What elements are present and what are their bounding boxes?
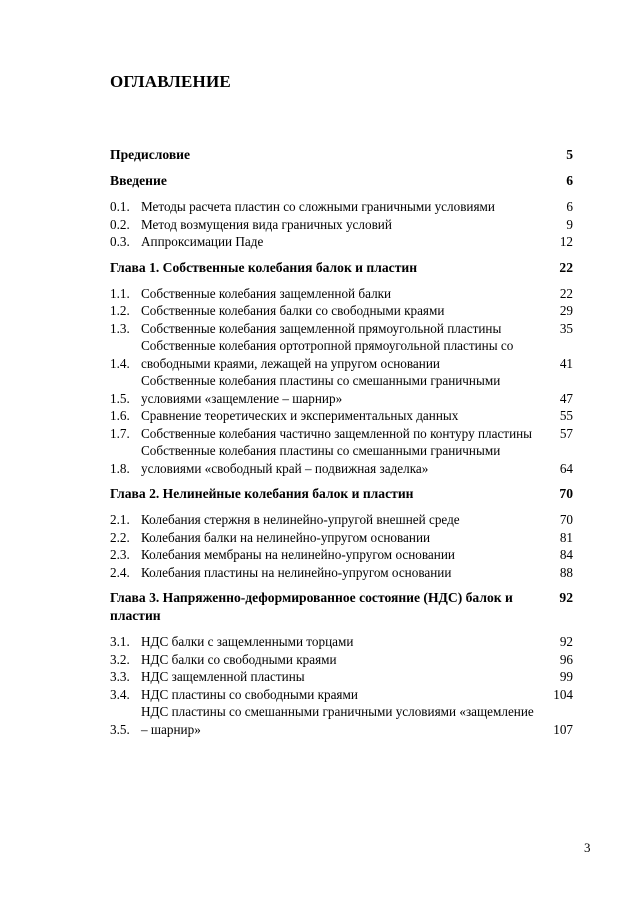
toc-section-entry [110, 442, 573, 477]
toc-entry-title: Введение [110, 173, 167, 188]
toc-entry-title: НДС защемленной пластины [141, 669, 305, 684]
toc-section-entry [110, 320, 573, 338]
toc-entry-title: Собственные колебания защемленной балки [141, 285, 392, 301]
toc-page-number: 6 [566, 173, 573, 188]
toc-section-entry [110, 337, 573, 372]
toc-section-number: 1.1. [110, 285, 130, 301]
toc-section-number: 3.1. [110, 634, 130, 649]
toc-section-number: 2.3. [110, 547, 130, 562]
toc-page-number: 35 [559, 320, 573, 336]
toc-page-number: 88 [559, 564, 573, 580]
toc-page-number: 29 [559, 303, 573, 318]
toc-entry-title: НДС пластины со смешанными граничными условиями «защемление – шарнир» [141, 704, 534, 737]
toc-section-entry [110, 216, 573, 234]
toc-page-number: 6 [566, 199, 573, 214]
toc-section-number: 1.8. [110, 460, 130, 476]
toc-page-number: 22 [559, 285, 573, 301]
toc-entry-title: НДС пластины со свободными краями [141, 686, 358, 702]
toc-chapter-entry [110, 146, 573, 164]
toc-page-number: 70 [559, 486, 573, 501]
toc-section-number: 2.1. [110, 512, 130, 527]
toc-entry-title: Собственные колебания частично защемленной по контуру пластины [141, 425, 533, 441]
toc-section-entry [110, 511, 573, 529]
toc-page-number: 107 [553, 721, 573, 737]
toc-chapter-entry [110, 589, 573, 625]
toc-entry-title: Собственные колебания пластины со смешанными граничными условиями «защемление – шарнир» [141, 373, 501, 406]
toc-page-number: 104 [553, 686, 573, 702]
toc-page-number: 57 [559, 425, 573, 441]
toc-page-number: 92 [559, 634, 573, 649]
toc-entry-title: Сравнение теоретических и экспериментальных данных [141, 408, 459, 423]
toc-page-number: 81 [559, 529, 573, 545]
toc-section-entry [110, 198, 573, 216]
toc-entry-title: Собственные колебания ортотропной прямоугольной пластины со свободными краями, лежащей на упругом основании [141, 338, 514, 371]
toc-section-entry [110, 233, 573, 251]
toc-section-number: 2.2. [110, 529, 130, 545]
toc-page-number: 64 [559, 460, 573, 476]
toc-section-number: 3.4. [110, 686, 130, 702]
toc-page-number: 99 [559, 669, 573, 684]
toc-page-number: 70 [559, 512, 573, 527]
toc-section-number: 0.2. [110, 216, 130, 232]
toc-section-number: 1.3. [110, 320, 130, 336]
toc-entry-title: Глава 3. Напряженно-деформированное состояние (НДС) балок и пластин [110, 590, 513, 623]
toc-entry-title: Собственные колебания балки со свободными краями [141, 303, 445, 318]
toc-page-number: 47 [559, 390, 573, 406]
toc-section-entry [110, 546, 573, 564]
toc-entry-title: НДС балки со свободными краями [141, 651, 337, 667]
toc-page-number: 5 [566, 147, 573, 162]
table-of-contents [110, 146, 573, 738]
toc-entry-title: Собственные колебания защемленной прямоугольной пластины [141, 320, 502, 336]
toc-section-number: 3.5. [110, 721, 130, 737]
toc-chapter-entry [110, 172, 573, 190]
toc-entry-title: НДС балки с защемленными торцами [141, 634, 354, 649]
toc-entry-title: Метод возмущения вида граничных условий [141, 216, 392, 232]
toc-section-number: 1.6. [110, 408, 130, 423]
page-title: ОГЛАВЛЕНИЕ [110, 72, 231, 91]
toc-section-number: 2.4. [110, 564, 130, 580]
toc-section-number: 1.2. [110, 303, 130, 318]
toc-entry-title: Колебания балки на нелинейно-упругом основании [141, 529, 431, 545]
toc-chapter-entry [110, 259, 573, 277]
toc-page-number: 9 [566, 216, 573, 232]
toc-section-number: 3.3. [110, 669, 130, 684]
toc-entry-title: Колебания пластины на нелинейно-упругом основании [141, 564, 452, 580]
toc-section-entry [110, 407, 573, 425]
toc-entry-title: Собственные колебания пластины со смешанными граничными условиями «свободный край – подвижная заделка» [141, 443, 501, 476]
toc-entry-title: Колебания мембраны на нелинейно-упругом основании [141, 547, 455, 562]
toc-section-entry [110, 529, 573, 547]
toc-section-number: 1.5. [110, 390, 130, 406]
toc-section-number: 0.3. [110, 234, 130, 249]
toc-page-number: 55 [559, 408, 573, 423]
toc-section-entry [110, 372, 573, 407]
toc-section-entry [110, 703, 573, 738]
toc-section-number: 1.7. [110, 425, 130, 441]
toc-entry-title: Аппроксимации Паде [141, 234, 264, 249]
toc-section-entry [110, 302, 573, 320]
toc-page-number: 84 [559, 547, 573, 562]
toc-section-entry [110, 633, 573, 651]
toc-page-number: 12 [559, 234, 573, 249]
toc-section-number: 3.2. [110, 651, 130, 667]
toc-section-entry [110, 425, 573, 443]
toc-section-entry [110, 686, 573, 704]
toc-section-entry [110, 668, 573, 686]
toc-page-number: 96 [559, 651, 573, 667]
toc-section-entry [110, 651, 573, 669]
toc-section-entry [110, 285, 573, 303]
toc-section-number: 1.4. [110, 355, 130, 371]
toc-section-number: 0.1. [110, 199, 130, 214]
toc-entry-title: Предисловие [110, 147, 191, 162]
toc-page-number: 92 [559, 590, 573, 605]
toc-entry-title: Глава 2. Нелинейные колебания балок и пластин [110, 486, 414, 501]
toc-section-entry [110, 564, 573, 582]
toc-entry-title: Глава 1. Собственные колебания балок и пластин [110, 259, 418, 275]
toc-page-number: 22 [559, 259, 573, 275]
toc-entry-title: Методы расчета пластин со сложными граничными условиями [141, 199, 495, 214]
toc-page-number: 41 [559, 355, 573, 371]
page-number: 3 [584, 840, 591, 855]
toc-chapter-entry [110, 485, 573, 503]
toc-entry-title: Колебания стержня в нелинейно-упругой внешней среде [141, 512, 460, 527]
